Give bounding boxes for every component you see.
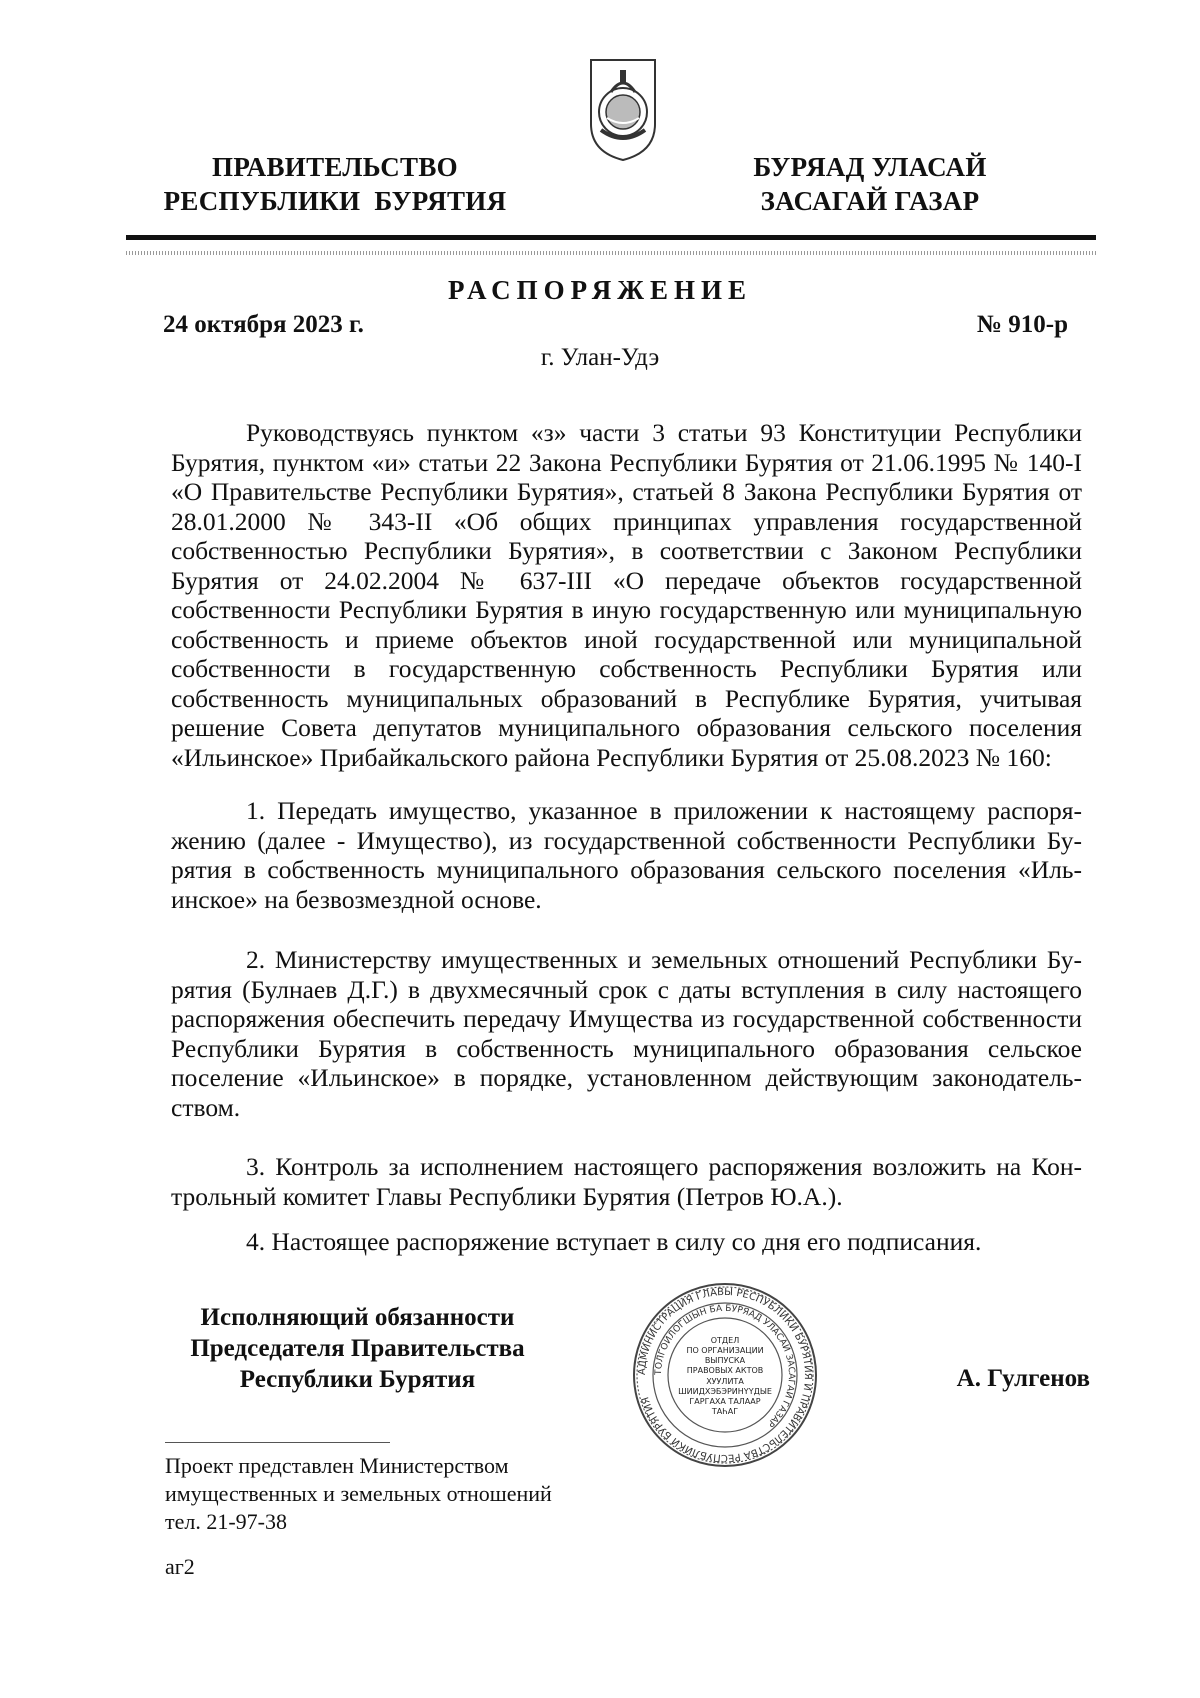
item-2-paragraph: 2. Министерству имущественных и земельных отношений Республики Бурятия (Булнаев Д.Г.) в двухмесячный срок с даты вступления в силу настоящего распоряжения обеспечить передачу Имущества из государственной собственности Республики Бурятия в собственность муниципального образования сельское поселение «Ильинское» в порядке, установленном действующим законодательством. [171, 945, 1082, 1122]
seal-center-line: ГАРГАХА ТАЛААР [689, 1397, 761, 1406]
header-left-line1: ПРАВИТЕЛЬСТВО [212, 152, 458, 182]
footer-line2: имущественных и земельных отношений [165, 1481, 552, 1506]
footer-line1: Проект представлен Министерством [165, 1453, 509, 1478]
header-divider [126, 235, 1096, 240]
seal-center-line: ПРАВОВЫХ АКТОВ [686, 1366, 764, 1375]
seal-center-line: ВЫПУСКА [704, 1356, 746, 1365]
seal-center-line: ОТДЕЛ [710, 1336, 740, 1345]
signatory-line1: Исполняющий обязанности [200, 1304, 515, 1331]
coat-of-arms-icon [587, 56, 659, 164]
document-city: г. Улан-Удэ [540, 344, 660, 371]
document-number: № 910-р [976, 311, 1068, 338]
header-right-line1: БУРЯАД УЛАСАЙ [753, 152, 987, 182]
item-1-paragraph: 1. Передать имущество, указанное в приложении к настоящему распоряжению (далее - Имущество), из государственной собственности Республики Бурятия в собственность муниципального образования сельского поселения «Ильинское» на безвозмездной основе. [171, 796, 1082, 914]
signatory-title [165, 1302, 550, 1395]
seal-outer-text: АДМИНИСТРАЦИЯ ГЛАВЫ РЕСПУБЛИКИ БУРЯТИЯ И ПРАВИТЕЛЬСТВА РЕСПУБЛИКИ БУРЯТИЯ [636, 1286, 814, 1464]
document-title: РАСПОРЯЖЕНИЕ [447, 275, 753, 305]
item-4-paragraph: 4. Настоящее распоряжение вступает в силу со дня его подписания. [246, 1227, 982, 1256]
header-dotted-divider [126, 251, 1096, 255]
signatory-line3: Республики Бурятия [239, 1366, 476, 1393]
seal-center-line: ПО ОРГАНИЗАЦИИ [686, 1346, 764, 1355]
signatory-line2: Председателя Правительства [190, 1335, 525, 1362]
document-code: аг2 [165, 1554, 195, 1579]
seal-inner-text: ТОЛГОЙЛОГШЫН БА БУРЯАД УЛАСАЙ ЗАСАГАЙ ГАЗАР [653, 1303, 797, 1429]
header-right-line2: ЗАСАГАЙ ГАЗАР [760, 186, 980, 216]
document-date: 24 октября 2023 г. [163, 311, 364, 338]
item-3-paragraph: 3. Контроль за исполнением настоящего распоряжения возложить на Контрольный комитет Главы Республики Бурятия (Петров Ю.А.). [171, 1152, 1082, 1211]
footer-line3: тел. 21-97-38 [165, 1509, 288, 1534]
preamble-paragraph: Руководствуясь пунктом «з» части 3 статьи 93 Конституции Республики Бурятия, пунктом «и» статьи 22 Закона Республики Бурятия от 21.06.1995 № 140-I «О Правительстве Республики Бурятия», статьей 8 Закона Республики Бурятия от 28.01.2000 № 343-II «Об общих принципах управления государственной собственностью Республики Бурятия», в соответствии с Законом Республики Бурятия от 24.02.2004 № 637-III «О передаче объектов государственной собственности Республики Бурятия в иную государственную или муниципальную собственность и приеме объектов иной государственной или муниципальной собственности в государственную собственность Республики Бурятия или собственность муниципальных образований в Республике Бурятия, учитывая решение Совета депутатов муниципального образования сельского поселения «Ильинское» Прибайкальского района Республики Бурятия от 25.08.2023 № 160: [171, 418, 1082, 772]
header-left [160, 150, 510, 218]
seal-center-line: ХУУЛИТА [706, 1377, 744, 1386]
header-left-line2: РЕСПУБЛИКИ БУРЯТИЯ [163, 186, 507, 216]
footer-divider [165, 1442, 390, 1443]
header-right [735, 150, 1005, 218]
footer-note [165, 1452, 552, 1536]
official-seal-stamp [630, 1280, 820, 1470]
signatory-name: А. Гулгенов [956, 1365, 1090, 1392]
seal-center-line: ШИИДХЭБЭРИНҮҮДЫЕ [678, 1387, 772, 1396]
seal-center-line: ТАҺАГ [711, 1407, 739, 1416]
